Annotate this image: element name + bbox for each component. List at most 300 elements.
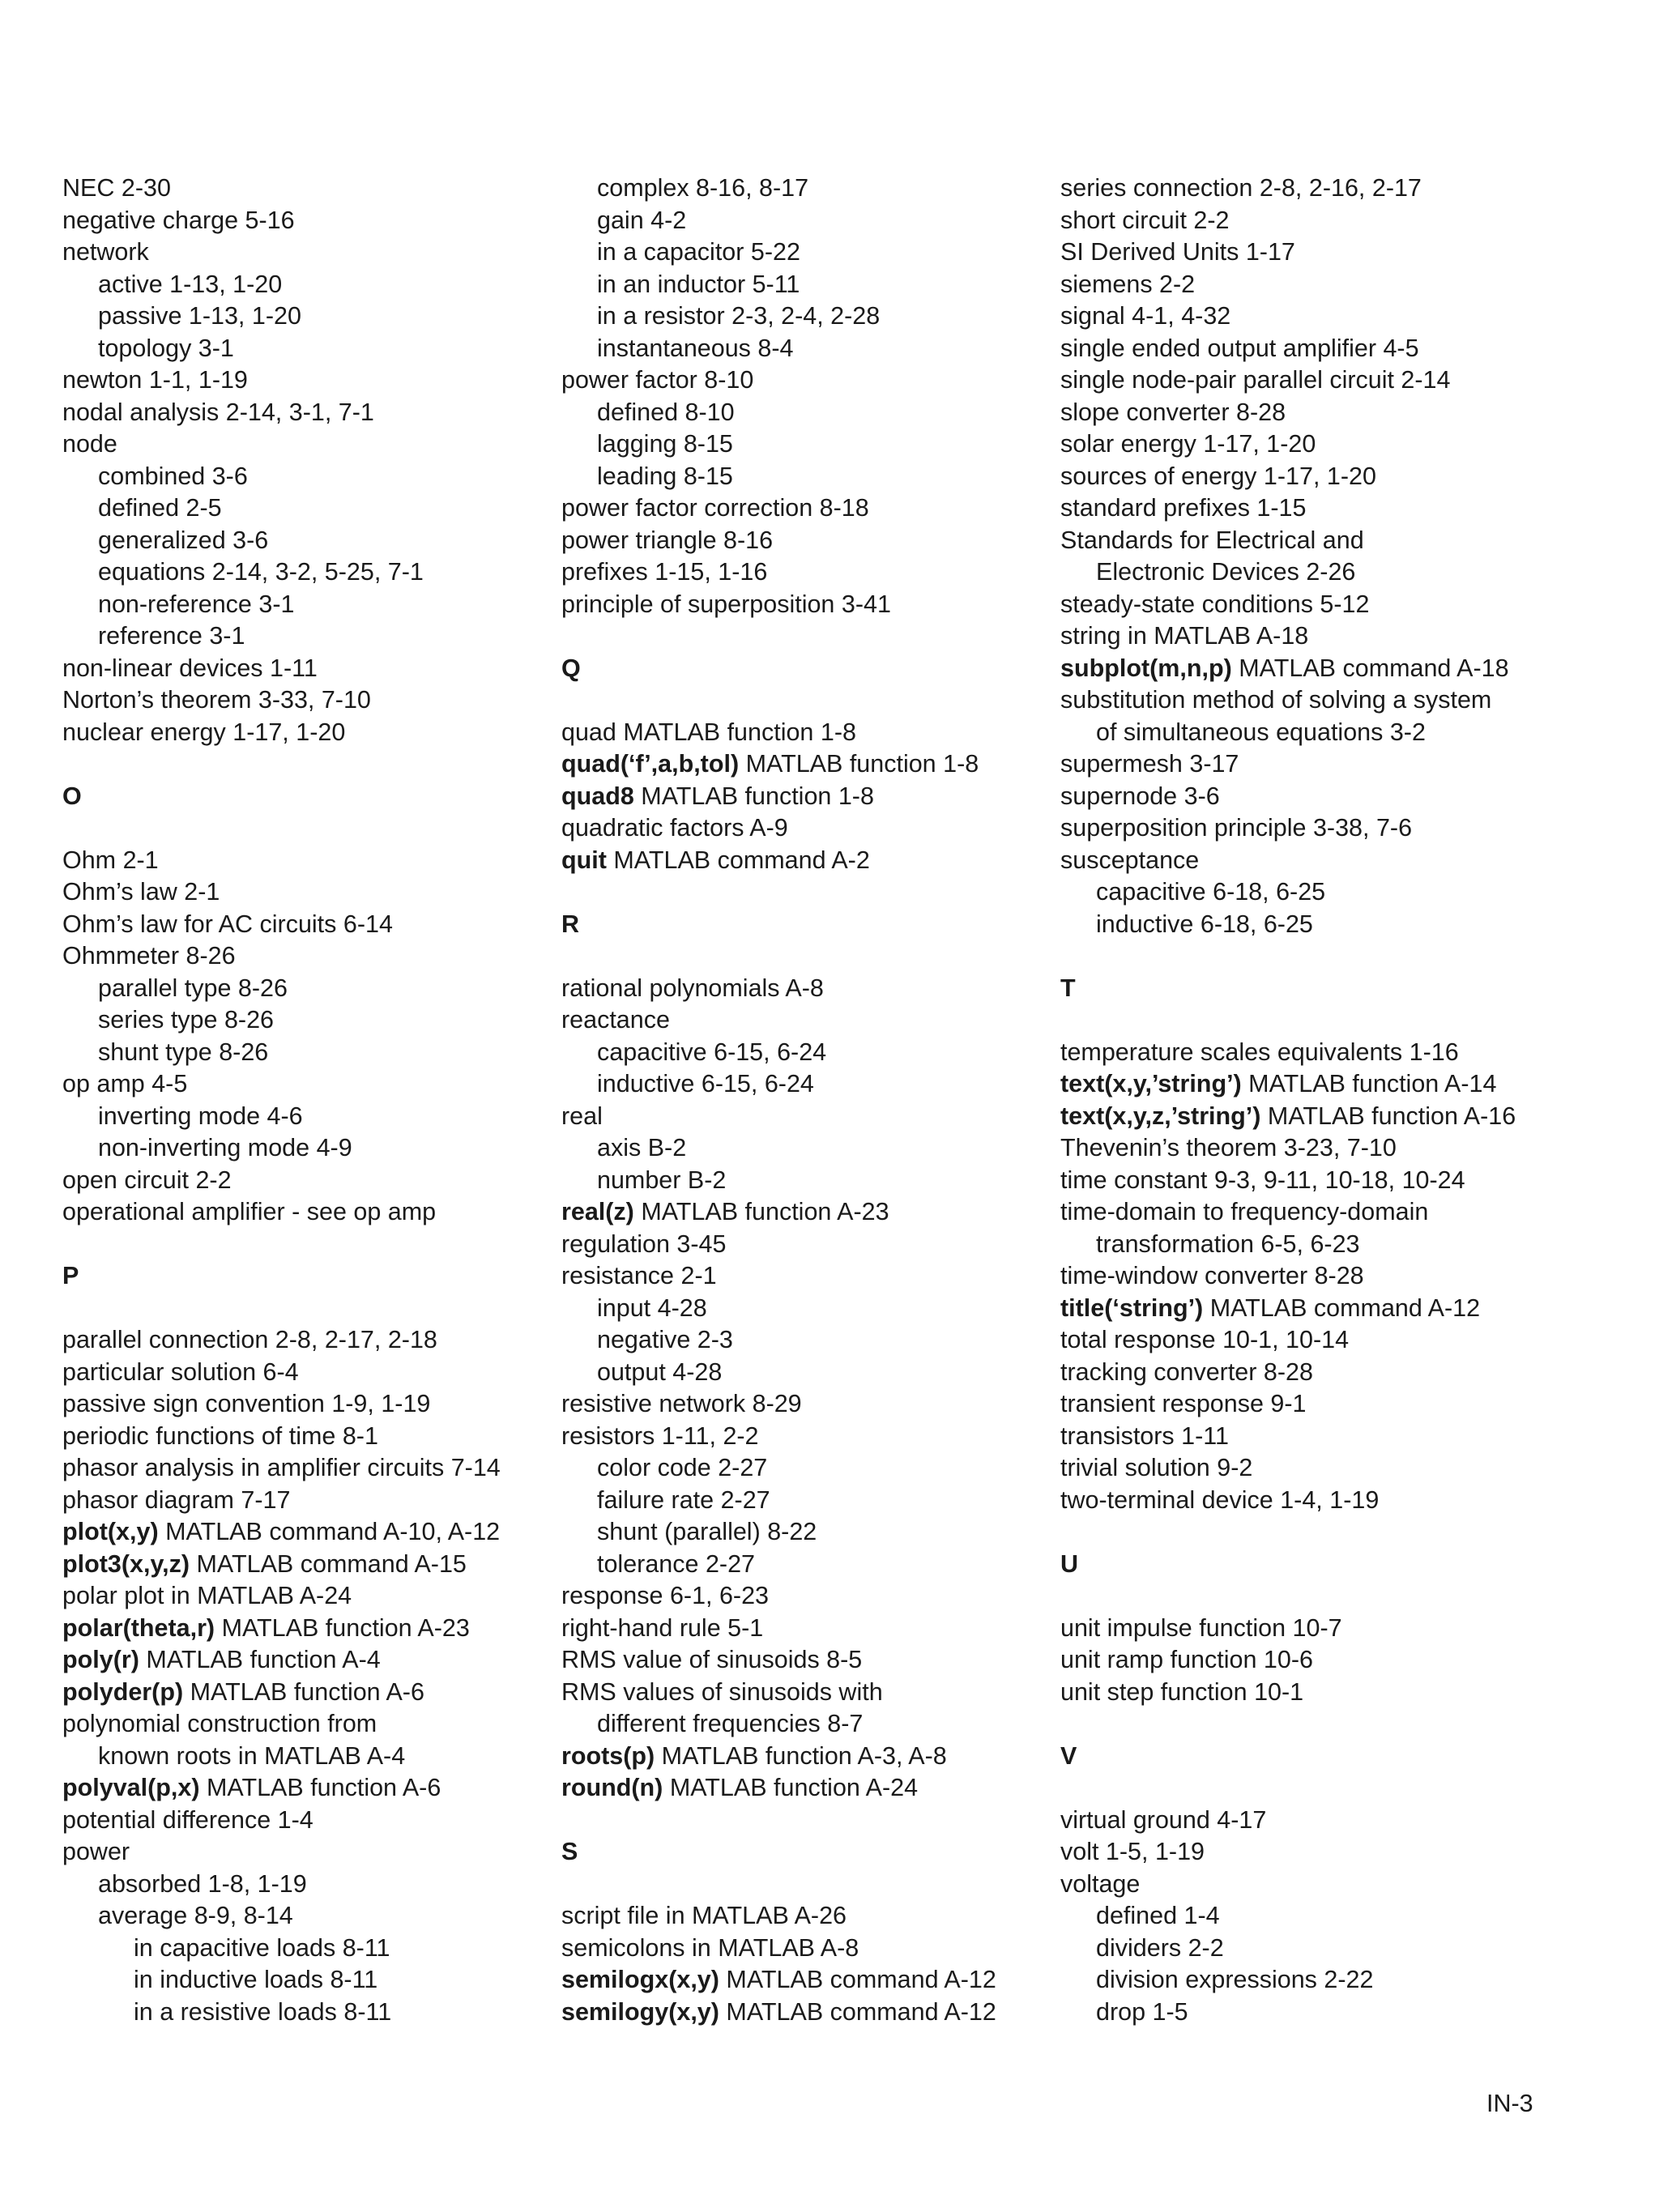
section-spacer (62, 812, 565, 845)
index-entry-text: Ohm 2-1 (62, 846, 159, 874)
index-entry (561, 556, 1064, 589)
index-entry-text: drop 1-5 (1096, 1997, 1188, 2026)
index-column-1 (62, 173, 565, 2028)
index-term-code: real(z) (561, 1198, 634, 1225)
index-entry-text: defined 8-10 (597, 398, 735, 426)
index-entry-text: Standards for Electrical and (1060, 526, 1364, 554)
index-entry-text: node (62, 430, 117, 458)
index-subentry (561, 1452, 1064, 1485)
index-entry-text: MATLAB function A-4 (139, 1646, 381, 1673)
index-entry-text: output 4-28 (597, 1357, 723, 1386)
index-entry-text: MATLAB function 1-8 (633, 782, 874, 810)
section-spacer (561, 940, 1064, 973)
index-entry (62, 1388, 565, 1421)
index-entry-text: temperature scales equivalents 1-16 (1060, 1038, 1459, 1066)
index-subentry (1060, 1997, 1563, 2029)
index-entry-text: failure rate 2-27 (597, 1485, 770, 1514)
index-entry-text: standard prefixes 1-15 (1060, 494, 1307, 522)
index-entry (1060, 237, 1563, 269)
index-entry (1060, 1196, 1563, 1229)
index-subentry (1060, 909, 1563, 941)
index-entry (62, 173, 565, 205)
index-entry (1060, 781, 1563, 813)
index-entry (1060, 748, 1563, 781)
index-entry-text: power (62, 1838, 130, 1865)
index-entry-text: parallel connection 2-8, 2-17, 2-18 (62, 1326, 437, 1353)
index-subentry (561, 397, 1064, 429)
section-spacer (561, 620, 1064, 653)
index-entry (1060, 1805, 1563, 1837)
index-entry-text: slope converter 8-28 (1060, 398, 1286, 426)
index-entry-text: open circuit 2-2 (62, 1166, 232, 1194)
section-spacer (62, 1229, 565, 1261)
index-entry-text: reactance (561, 1006, 670, 1034)
index-entry (1060, 1293, 1563, 1325)
index-entry (1060, 620, 1563, 653)
index-entry-text: MATLAB command A-15 (190, 1549, 467, 1578)
index-entry (1060, 1485, 1563, 1517)
index-entry-text: passive sign convention 1-9, 1-19 (62, 1390, 431, 1417)
index-entry (62, 1613, 565, 1645)
index-entry-text: supernode 3-6 (1060, 782, 1220, 810)
index-entry (561, 589, 1064, 621)
index-term-code: plot3(x,y,z) (62, 1549, 190, 1578)
index-entry (1060, 1421, 1563, 1453)
index-entry-text: transistors 1-11 (1060, 1421, 1229, 1450)
index-entry-text: power factor 8-10 (561, 366, 754, 394)
section-letter-heading: T (1060, 974, 1076, 1002)
index-entry (62, 1324, 565, 1357)
index-entry-text: time-domain to frequency-domain (1060, 1198, 1429, 1225)
index-entry-text: newton 1-1, 1-19 (62, 366, 248, 394)
index-entry-text: leading 8-15 (597, 462, 733, 490)
index-entry-text: series connection 2-8, 2-16, 2-17 (1060, 174, 1422, 202)
index-entry (62, 717, 565, 749)
index-entry (62, 876, 565, 909)
index-subentry (62, 556, 565, 589)
index-entry (1060, 525, 1563, 557)
index-entry-text: resistance 2-1 (561, 1262, 717, 1289)
index-entry-text: NEC 2-30 (62, 174, 171, 202)
index-subentry (62, 1900, 565, 1933)
index-subentry (62, 589, 565, 621)
index-entry (561, 845, 1064, 877)
index-entry-text: Thevenin’s theorem 3-23, 7-10 (1060, 1134, 1397, 1161)
index-entry (1060, 1357, 1563, 1389)
section-spacer (1060, 1516, 1563, 1549)
index-subentry (62, 1004, 565, 1037)
index-subentry (1060, 556, 1563, 589)
index-entry-text: power triangle 8-16 (561, 526, 774, 554)
index-entry-text: prefixes 1-15, 1-16 (561, 558, 768, 586)
index-entry-text: two-terminal device 1-4, 1-19 (1060, 1485, 1380, 1514)
index-entry (561, 781, 1064, 813)
index-entry (561, 1964, 1064, 1997)
index-entry-text: string in MATLAB A-18 (1060, 622, 1309, 650)
index-entry-text: virtual ground 4-17 (1060, 1805, 1267, 1834)
index-entry (62, 1580, 565, 1613)
index-entry-text: voltage (1060, 1869, 1141, 1898)
index-entry (561, 1997, 1064, 2029)
index-entry-text: single ended output amplifier 4-5 (1060, 334, 1419, 362)
index-entry-text: defined 2-5 (98, 494, 222, 522)
index-entry (62, 684, 565, 717)
index-entry-text: number B-2 (597, 1166, 727, 1194)
index-subentry (62, 333, 565, 365)
index-entry-text: sources of energy 1-17, 1-20 (1060, 462, 1376, 490)
index-entry-text: non-linear devices 1-11 (62, 654, 318, 682)
index-entry (561, 1933, 1064, 1965)
index-entry (62, 1836, 565, 1869)
index-subentry (561, 237, 1064, 269)
index-entry (62, 1549, 565, 1581)
index-subentry (62, 461, 565, 493)
index-entry-text: volt 1-5, 1-19 (1060, 1838, 1205, 1865)
index-term-code: round(n) (561, 1774, 663, 1801)
index-entry-text: unit impulse function 10-7 (1060, 1613, 1342, 1642)
index-entry (561, 1741, 1064, 1773)
index-entry (62, 1452, 565, 1485)
index-entry-text: inductive 6-18, 6-25 (1096, 910, 1313, 938)
index-entry (561, 364, 1064, 397)
index-subentry (561, 1708, 1064, 1741)
index-entry (561, 492, 1064, 525)
index-term-code: semilogx(x,y) (561, 1966, 719, 1993)
index-entry-text: MATLAB function A-3, A-8 (655, 1741, 947, 1770)
index-entry-text: reference 3-1 (98, 622, 245, 650)
index-subentry (561, 1549, 1064, 1581)
index-subentry (1060, 1900, 1563, 1933)
index-subentry (1060, 1964, 1563, 1997)
index-entry (561, 1644, 1064, 1677)
index-entry (1060, 333, 1563, 365)
index-entry-text: of simultaneous equations 3-2 (1096, 718, 1426, 746)
index-entry-text: MATLAB command A-10, A-12 (158, 1518, 501, 1545)
index-subentry (561, 1037, 1064, 1069)
index-entry (62, 397, 565, 429)
index-entry (1060, 845, 1563, 877)
index-entry-text: capacitive 6-18, 6-25 (1096, 878, 1326, 906)
index-entry (561, 812, 1064, 845)
index-entry (62, 1196, 565, 1229)
section-spacer (62, 748, 565, 781)
index-entry (1060, 1324, 1563, 1357)
index-entry-text: gain 4-2 (597, 206, 687, 234)
index-entry (62, 1644, 565, 1677)
index-entry (561, 748, 1064, 781)
index-entry (1060, 269, 1563, 301)
index-entry-text: lagging 8-15 (597, 430, 733, 458)
index-entry-text: negative charge 5-16 (62, 206, 295, 234)
index-term-code: quad8 (561, 782, 634, 810)
section-spacer (1060, 1772, 1563, 1805)
index-subentry (561, 461, 1064, 493)
index-entry-text: topology 3-1 (98, 334, 234, 362)
index-term-code: polyval(p,x) (62, 1774, 200, 1801)
index-entry-text: in a capacitor 5-22 (597, 238, 800, 266)
index-entry-text: superposition principle 3-38, 7-6 (1060, 814, 1413, 842)
index-entry (1060, 492, 1563, 525)
index-entry-text: regulation 3-45 (561, 1230, 727, 1258)
index-subentry (561, 1068, 1064, 1101)
section-spacer (1060, 1580, 1563, 1613)
index-entry-text: quad MATLAB function 1-8 (561, 718, 856, 746)
index-entry (1060, 428, 1563, 461)
index-entry (1060, 1388, 1563, 1421)
index-subentry (561, 1485, 1064, 1517)
index-entry-text: complex 8-16, 8-17 (597, 174, 809, 202)
index-term-code: quad(‘f’,a,b,tol) (561, 750, 740, 778)
index-entry-text: inverting mode 4-6 (98, 1102, 303, 1130)
index-entry-text: passive 1-13, 1-20 (98, 302, 301, 330)
section-spacer (1060, 1004, 1563, 1037)
index-subentry (561, 269, 1064, 301)
index-entry-text: right-hand rule 5-1 (561, 1613, 764, 1642)
index-entry (561, 1580, 1064, 1613)
index-entry-text: siemens 2-2 (1060, 270, 1196, 298)
index-entry-text: Ohm’s law for AC circuits 6-14 (62, 910, 393, 938)
index-term-code: roots(p) (561, 1741, 655, 1770)
index-entry-text: nodal analysis 2-14, 3-1, 7-1 (62, 398, 374, 426)
index-entry-text: average 8-9, 8-14 (98, 1902, 293, 1929)
index-column-3 (1060, 173, 1563, 2028)
index-subentry (561, 300, 1064, 333)
index-entry (62, 845, 565, 877)
index-subentry (62, 492, 565, 525)
index-entry-text: absorbed 1-8, 1-19 (98, 1869, 307, 1898)
index-entry-text: MATLAB command A-18 (1231, 654, 1509, 682)
index-subentry (62, 1933, 565, 1965)
index-entry-text: resistors 1-11, 2-2 (561, 1421, 759, 1450)
index-subentry (62, 300, 565, 333)
section-spacer (62, 1293, 565, 1325)
index-entry-text: SI Derived Units 1-17 (1060, 238, 1295, 266)
index-entry-text: color code 2-27 (597, 1454, 768, 1481)
index-entry (62, 653, 565, 685)
index-subentry (62, 525, 565, 557)
section-letter-heading: S (561, 1838, 578, 1865)
index-entry-text: time constant 9-3, 9-11, 10-18, 10-24 (1060, 1166, 1465, 1194)
index-entry-text: MATLAB function A-6 (199, 1774, 441, 1801)
index-subentry (1060, 1229, 1563, 1261)
index-entry-text: shunt (parallel) 8-22 (597, 1518, 817, 1545)
index-entry (1060, 1644, 1563, 1677)
index-term-code: plot(x,y) (62, 1518, 159, 1545)
index-entry (1060, 300, 1563, 333)
index-entry-text: dividers 2-2 (1096, 1933, 1224, 1962)
index-entry (561, 1772, 1064, 1805)
index-entry (1060, 1613, 1563, 1645)
section-letter-heading: R (561, 910, 580, 938)
index-entry-text: MATLAB function A-16 (1260, 1102, 1516, 1130)
index-subentry (62, 1101, 565, 1133)
index-entry-text: in an inductor 5-11 (597, 270, 800, 298)
index-entry (62, 1421, 565, 1453)
index-entry (561, 1613, 1064, 1645)
index-entry (561, 1421, 1064, 1453)
index-entry-text: MATLAB command A-12 (719, 1966, 996, 1993)
index-entry-text: particular solution 6-4 (62, 1357, 299, 1386)
index-entry-text: defined 1-4 (1096, 1902, 1220, 1929)
index-entry (62, 940, 565, 973)
index-entry (1060, 589, 1563, 621)
index-entry-text: principle of superposition 3-41 (561, 590, 891, 618)
index-entry-text: substitution method of solving a system (1060, 686, 1492, 714)
index-subentry (1060, 1933, 1563, 1965)
index-entry (561, 717, 1064, 749)
index-entry-text: MATLAB function A-14 (1241, 1070, 1497, 1097)
index-entry-text: single node-pair parallel circuit 2-14 (1060, 366, 1451, 394)
index-entry-text: script file in MATLAB A-26 (561, 1902, 847, 1929)
section-spacer (561, 1805, 1064, 1837)
index-subentry (561, 205, 1064, 237)
index-entry-text: MATLAB function A-23 (215, 1613, 470, 1642)
index-entry (561, 525, 1064, 557)
index-entry-text: periodic functions of time 8-1 (62, 1421, 378, 1450)
index-entry (1060, 684, 1563, 717)
index-entry-text: susceptance (1060, 846, 1200, 874)
index-entry (62, 1772, 565, 1805)
section-letter-heading: P (62, 1262, 79, 1289)
index-entry (62, 1516, 565, 1549)
index-subentry (62, 1997, 565, 2029)
index-subentry (561, 333, 1064, 365)
index-subentry (1060, 876, 1563, 909)
index-subentry (561, 1165, 1064, 1197)
index-entry-text: power factor correction 8-18 (561, 494, 869, 522)
index-entry (561, 1229, 1064, 1261)
index-subentry (62, 1964, 565, 1997)
index-term-code: quit (561, 846, 607, 874)
index-subentry (62, 1869, 565, 1901)
index-entry (1060, 1101, 1563, 1133)
index-entry (62, 1677, 565, 1709)
index-entry (561, 1101, 1064, 1133)
index-entry-text: generalized 3-6 (98, 526, 269, 554)
index-entry-text: RMS values of sinusoids with (561, 1677, 883, 1706)
section-letter-heading: O (62, 782, 82, 810)
index-entry-text: Ohm’s law 2-1 (62, 878, 220, 906)
index-entry-text: MATLAB command A-12 (719, 1997, 996, 2026)
index-entry-text: MATLAB command A-12 (1203, 1294, 1481, 1322)
index-entry-text: MATLAB function A-6 (183, 1677, 424, 1706)
page-number: IN-3 (1486, 2090, 1533, 2117)
index-entry (62, 909, 565, 941)
index-entry-text: MATLAB function A-23 (633, 1198, 889, 1225)
index-entry-text: steady-state conditions 5-12 (1060, 590, 1370, 618)
index-term-code: poly(r) (62, 1646, 139, 1673)
index-subentry (561, 1324, 1064, 1357)
section-letter-heading: U (1060, 1549, 1079, 1578)
index-entry (1060, 173, 1563, 205)
index-entry-text: semicolons in MATLAB A-8 (561, 1933, 859, 1962)
index-entry-text: response 6-1, 6-23 (561, 1582, 770, 1609)
index-entry (1060, 1260, 1563, 1293)
index-subentry (62, 620, 565, 653)
index-subentry (1060, 717, 1563, 749)
index-entry-text: transient response 9-1 (1060, 1390, 1307, 1417)
index-entry-text: input 4-28 (597, 1294, 707, 1322)
index-entry-text: capacitive 6-15, 6-24 (597, 1038, 827, 1066)
index-entry-text: MATLAB function 1-8 (739, 750, 979, 778)
index-entry (62, 1708, 565, 1741)
index-subentry (62, 269, 565, 301)
section-spacer (561, 684, 1064, 717)
index-entry-text: MATLAB function A-24 (663, 1774, 919, 1801)
index-entry-text: nuclear energy 1-17, 1-20 (62, 718, 346, 746)
index-entry-text: in a resistor 2-3, 2-4, 2-28 (597, 302, 881, 330)
index-entry (1060, 205, 1563, 237)
index-entry-text: resistive network 8-29 (561, 1390, 802, 1417)
index-entry-text: Ohmmeter 8-26 (62, 942, 236, 970)
index-entry (561, 1004, 1064, 1037)
index-entry-text: in a resistive loads 8-11 (134, 1997, 392, 2026)
index-entry-text: polar plot in MATLAB A-24 (62, 1582, 352, 1609)
index-entry-text: RMS value of sinusoids 8-5 (561, 1646, 863, 1673)
section-spacer (1060, 1708, 1563, 1741)
index-subentry (62, 973, 565, 1005)
index-entry-text: total response 10-1, 10-14 (1060, 1326, 1350, 1353)
index-entry-text: phasor analysis in amplifier circuits 7-14 (62, 1454, 501, 1481)
index-entry (561, 1388, 1064, 1421)
index-entry-text: in capacitive loads 8-11 (134, 1933, 390, 1962)
index-subentry (561, 1293, 1064, 1325)
index-term-code: text(x,y,z,’string’) (1060, 1102, 1261, 1130)
index-entry-text: parallel type 8-26 (98, 974, 288, 1002)
index-entry-text: op amp 4-5 (62, 1070, 188, 1097)
index-entry-text: Norton’s theorem 3-33, 7-10 (62, 686, 371, 714)
index-entry-text: unit ramp function 10-6 (1060, 1646, 1313, 1673)
index-subentry (561, 1516, 1064, 1549)
index-entry (62, 364, 565, 397)
index-entry (1060, 1836, 1563, 1869)
index-entry-text: division expressions 2-22 (1096, 1966, 1374, 1993)
index-entry-text: solar energy 1-17, 1-20 (1060, 430, 1316, 458)
index-entry (1060, 461, 1563, 493)
index-entry-text: tolerance 2-27 (597, 1549, 755, 1578)
index-entry (62, 237, 565, 269)
index-entry-text: instantaneous 8-4 (597, 334, 794, 362)
index-entry (1060, 1132, 1563, 1165)
index-entry (561, 1677, 1064, 1709)
index-entry-text: equations 2-14, 3-2, 5-25, 7-1 (98, 558, 424, 586)
index-entry (1060, 1068, 1563, 1101)
index-entry-text: known roots in MATLAB A-4 (98, 1741, 406, 1770)
index-entry-text: series type 8-26 (98, 1006, 274, 1034)
index-entry (62, 205, 565, 237)
index-entry (1060, 1452, 1563, 1485)
index-term-code: title(‘string’) (1060, 1294, 1204, 1322)
index-term-code: semilogy(x,y) (561, 1997, 719, 2026)
index-subentry (561, 1132, 1064, 1165)
index-entry (62, 428, 565, 461)
index-subentry (561, 173, 1064, 205)
index-entry-text: shunt type 8-26 (98, 1038, 269, 1066)
section-spacer (1060, 940, 1563, 973)
index-entry (1060, 1869, 1563, 1901)
index-entry-text: polynomial construction from (62, 1710, 377, 1737)
index-entry (1060, 397, 1563, 429)
section-spacer (561, 1869, 1064, 1901)
index-entry (1060, 1165, 1563, 1197)
index-entry-text: Electronic Devices 2-26 (1096, 558, 1356, 586)
index-entry (1060, 1677, 1563, 1709)
index-subentry (62, 1132, 565, 1165)
index-entry (62, 1165, 565, 1197)
index-subentry (62, 1741, 565, 1773)
index-entry (561, 1260, 1064, 1293)
index-term-code: subplot(m,n,p) (1060, 654, 1232, 682)
